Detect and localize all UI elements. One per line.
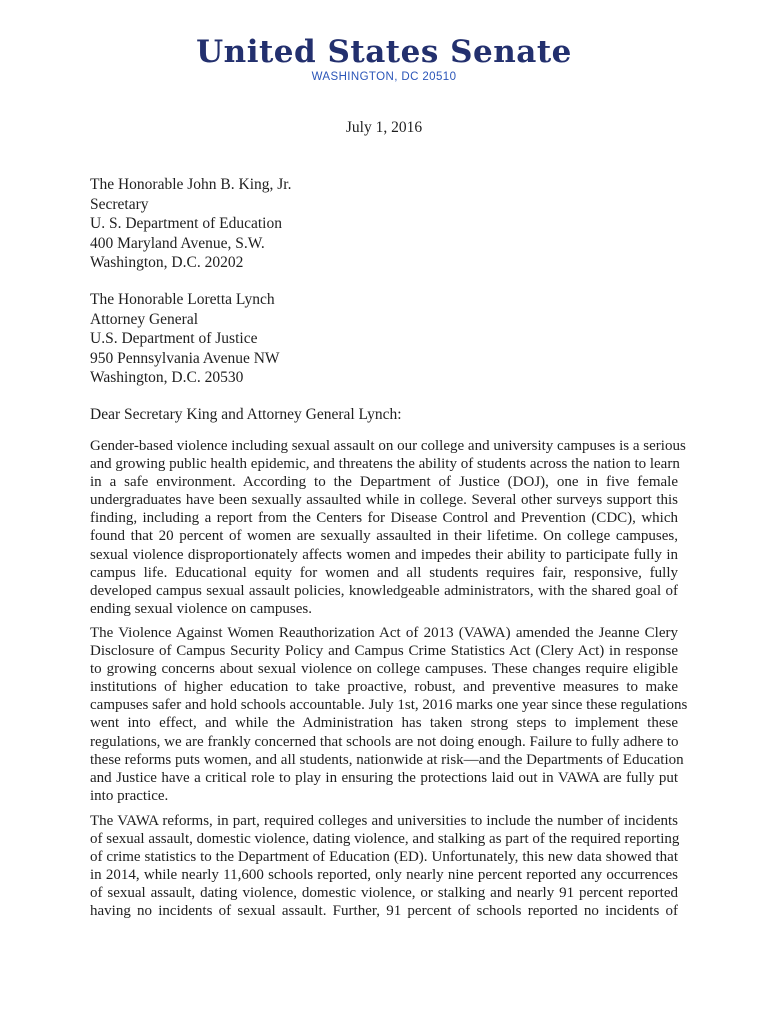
body-paragraph: [90, 437, 686, 618]
paragraph-line: of crime statistics to the Department of Education (ED). Unfortunately, this new data showed that: [90, 849, 678, 866]
paragraph-line: campuses safer and hold schools accountable. July 1st, 2016 marks one year since these regulations: [90, 697, 688, 714]
paragraph-line: into practice.: [90, 787, 169, 804]
paragraph-line: finding, including a report from the Centers for Disease Control and Prevention (CDC), which: [90, 510, 678, 527]
address-line: Secretary: [90, 195, 149, 213]
address-line: 950 Pennsylvania Avenue NW: [90, 349, 280, 367]
address-line: Attorney General: [90, 310, 199, 328]
letterhead-title: United States Senate: [196, 34, 572, 70]
paragraph-line: of sexual assault, dating violence, domestic violence, or stalking and nearly 91 percent reported: [90, 885, 678, 902]
address-line: Washington, D.C. 20530: [90, 369, 244, 386]
paragraph-line: institutions of higher education to take proactive, robust, and preventive measures to make: [90, 679, 678, 696]
paragraph-line: to growing concerns about sexual violence on college campuses. These changes require eligible: [90, 661, 678, 678]
body-paragraph: [90, 624, 688, 805]
letterhead-address: WASHINGTON, DC 20510: [311, 71, 457, 83]
paragraph-line: The VAWA reforms, in part, required colleges and universities to include the number of incidents: [90, 813, 678, 829]
paragraph-line: Disclosure of Campus Security Policy and Campus Crime Statistics Act (Clery Act) in response: [90, 643, 678, 660]
address-line: U. S. Department of Education: [90, 215, 282, 232]
paragraph-line: in 2014, while nearly 11,600 schools reported, only nearly nine percent reported any occurrences: [90, 867, 678, 884]
recipient-address-block: [90, 290, 280, 388]
paragraph-line: went into effect, and while the Administration has taken strong steps to implement these: [90, 715, 678, 732]
paragraph-line: having no incidents of sexual assault. Further, 91 percent of schools reported no incidents of: [90, 903, 678, 920]
paragraph-line: and growing public health epidemic, and threatens the ability of students across the nation to learn: [90, 456, 680, 473]
recipient-address-block: [90, 175, 291, 273]
senate-letterhead: [0, 34, 768, 83]
salutation: Dear Secretary King and Attorney General Lynch:: [90, 406, 402, 423]
letter-date: July 1, 2016: [345, 119, 423, 136]
paragraph-line: undergraduates have been sexually assaulted while in college. Several other surveys support this: [90, 492, 678, 509]
paragraph-line: in a safe environment. According to the Department of Justice (DOJ), one in five female: [90, 474, 678, 491]
paragraph-line: Gender-based violence including sexual assault on our college and university campuses is a serious: [90, 438, 686, 454]
address-line: U.S. Department of Justice: [90, 330, 258, 347]
paragraph-line: ending sexual violence on campuses.: [90, 600, 313, 617]
paragraph-line: The Violence Against Women Reauthorization Act of 2013 (VAWA) amended the Jeanne Clery: [90, 625, 678, 641]
address-line: Washington, D.C. 20202: [90, 254, 244, 271]
paragraph-line: sexual violence disproportionately affects women and impedes their ability to participate fully in: [90, 546, 678, 563]
paragraph-line: of sexual assault, domestic violence, dating violence, and stalking as part of the required reporting: [90, 831, 680, 848]
paragraph-line: developed campus sexual assault policies, knowledgeable administrators, with the shared goal of: [90, 582, 678, 599]
paragraph-line: campus life. Educational equity for women and all students requires fair, responsive, fully: [90, 564, 678, 581]
address-line: 400 Maryland Avenue, S.W.: [90, 234, 265, 252]
paragraph-line: and Justice have a critical role to play in ensuring the protections laid out in VAWA are fully put: [90, 769, 678, 786]
paragraph-line: found that 20 percent of women are sexually assaulted in their lifetime. On college campuses,: [90, 528, 678, 545]
address-line: The Honorable Loretta Lynch: [90, 291, 275, 308]
paragraph-line: these reforms puts women, and all students, nationwide at risk—and the Departments of Education: [90, 751, 684, 768]
body-paragraph: [90, 812, 678, 921]
paragraph-line: regulations, we are frankly concerned that schools are not doing enough. Failure to fully adhere to: [90, 733, 679, 750]
address-line: The Honorable John B. King, Jr.: [90, 176, 292, 193]
